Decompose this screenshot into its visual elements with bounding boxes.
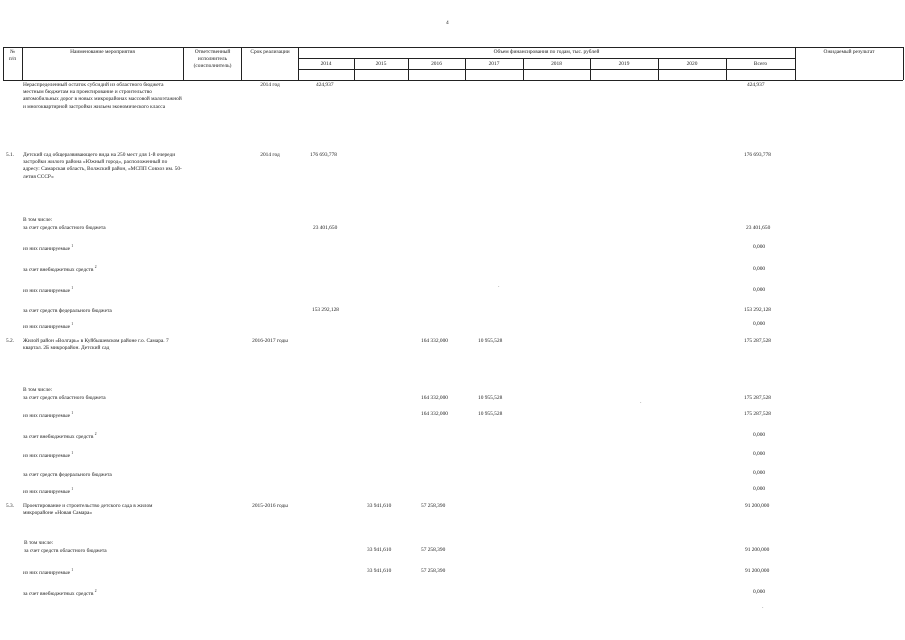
sub-label: за счет внебюджетных средств $^2$ xyxy=(23,432,97,440)
value-2016: 164 332,000 xyxy=(421,395,448,401)
value-total: 91 200,000 xyxy=(745,503,770,509)
scan-speck: · xyxy=(498,285,500,290)
year-header: 2017 xyxy=(488,61,500,67)
sub-label: за счет средств федерального бюджета xyxy=(23,472,112,478)
value-2014: 424,937 xyxy=(316,82,334,88)
value-total: 175 287,528 xyxy=(744,395,771,401)
row-name: Детский сад общеразвивающего вида на 250 мест для 1-й очереди застройки жилого района «Южный город», расположенный по адресу: Самарская область, Волжский район, «МСПП Совхоз им. 50-летия СССР» xyxy=(23,152,182,180)
value-total: 153 292,128 xyxy=(744,307,771,313)
value-2014: 176 693,778 xyxy=(310,152,337,158)
value-total: 175 287,528 xyxy=(744,411,771,417)
sub-label: из них планируемые $^1$ xyxy=(23,411,74,419)
value-2017: 10 955,528 xyxy=(478,411,503,417)
scan-speck: · xyxy=(640,401,642,406)
col-result-header: Ожидаемый результат xyxy=(823,49,875,55)
value-2017: 10 955,528 xyxy=(478,395,503,401)
value-total: 0,000 xyxy=(753,266,766,272)
year-header: 2018 xyxy=(551,61,562,67)
row-number: 5.2. xyxy=(6,338,15,344)
scan-speck: · xyxy=(762,606,764,611)
value-total: 0,000 xyxy=(753,451,766,457)
value-2016: 57 258,390 xyxy=(421,547,446,553)
value-total: 0,000 xyxy=(753,244,766,250)
sub-label: за счет средств федерального бюджета xyxy=(23,308,112,314)
sub-label: за счет средств областного бюджета xyxy=(23,395,106,401)
value-total: 91 200,000 xyxy=(745,568,770,574)
sub-label: из них планируемые $^1$ xyxy=(23,286,74,294)
page-mark: 4 xyxy=(446,20,449,26)
total-header: Всего xyxy=(753,61,768,67)
value-total: 0,000 xyxy=(753,321,766,327)
value-total: 0,000 xyxy=(753,589,766,595)
row-number: 5.3. xyxy=(6,503,15,509)
incl-label: В том числе: xyxy=(23,387,53,393)
col-term-header: Срок реализации xyxy=(250,49,290,55)
row-term: 2014 год xyxy=(260,152,280,158)
value-2014: 153 292,128 xyxy=(312,307,339,313)
value-2016: 164 332,000 xyxy=(421,338,448,344)
row-term: 2015-2016 годы xyxy=(252,503,288,509)
value-total: 23 401,650 xyxy=(746,225,771,231)
row-number: 5.1. xyxy=(6,152,15,158)
sub-label: за счет внебюджетных средств $^2$ xyxy=(23,589,97,597)
sub-label: из них планируемые $^1$ xyxy=(23,487,74,495)
incl-label: В том числе: xyxy=(23,217,53,223)
sub-label: из них планируемые $^1$ xyxy=(23,451,74,459)
value-total: 0,000 xyxy=(753,486,766,492)
value-total: 0,000 xyxy=(753,287,766,293)
year-header: 2016 xyxy=(431,61,442,67)
row-name: Нераспределенный остаток субсидий из областного бюджета местным бюджетам на проектирование и строительство автомобильных дорог в новых микрорайонах массовой малоэтажной и многоквартирной застройки жильем экономического класса xyxy=(23,82,182,110)
value-total: 91 200,000 xyxy=(745,547,770,553)
col-num-header: № п/п xyxy=(8,49,17,63)
row-name: Жилой район «Волгарь» в Куйбышевском районе г.о. Самара. 7 квартал. 2Б микрорайон. Детский сад xyxy=(23,338,169,352)
value-total: 424,937 xyxy=(747,82,765,88)
value-2017: 10 955,528 xyxy=(478,338,503,344)
col-exec-header: Ответственный исполнитель (соисполнитель) xyxy=(193,49,232,70)
year-header: 2014 xyxy=(320,61,332,67)
sub-label: за счет средств областного бюджета xyxy=(24,548,107,554)
sub-label: из них планируемые $^1$ xyxy=(23,568,74,576)
sub-label: из них планируемые $^1$ xyxy=(23,322,74,330)
value-total: 0,000 xyxy=(753,470,766,476)
year-header: 2020 xyxy=(686,61,698,67)
value-2016: 57 258,390 xyxy=(421,568,446,574)
year-header: 2019 xyxy=(618,61,630,67)
year-header: 2015 xyxy=(375,61,387,67)
row-term: 2016-2017 годы xyxy=(252,338,288,344)
col-name-header: Наименование мероприятия xyxy=(70,49,135,55)
sub-label: за счет средств областного бюджета xyxy=(23,225,106,231)
row-term: 2014 год xyxy=(260,82,280,88)
value-total: 176 693,778 xyxy=(744,152,771,158)
value-total: 0,000 xyxy=(753,432,766,438)
value-2015: 33 941,610 xyxy=(367,547,392,553)
value-2016: 164 332,000 xyxy=(421,411,448,417)
sub-label: за счет внебюджетных средств $^2$ xyxy=(23,265,97,273)
value-2015: 33 941,610 xyxy=(367,568,392,574)
sub-label: из них планируемые $^1$ xyxy=(23,244,74,252)
value-2016: 57 258,390 xyxy=(421,503,446,509)
col-financing-header: Объем финансирования по годам, тыс. рублей xyxy=(493,49,600,55)
value-total: 175 287,528 xyxy=(744,338,771,344)
row-name: Проектирование и строительство детского сада в жилом микрорайоне «Новая Самара» xyxy=(23,503,153,517)
value-2014: 23 401,650 xyxy=(313,225,338,231)
incl-label: В том числе: xyxy=(24,540,54,546)
value-2015: 33 941,610 xyxy=(367,503,392,509)
